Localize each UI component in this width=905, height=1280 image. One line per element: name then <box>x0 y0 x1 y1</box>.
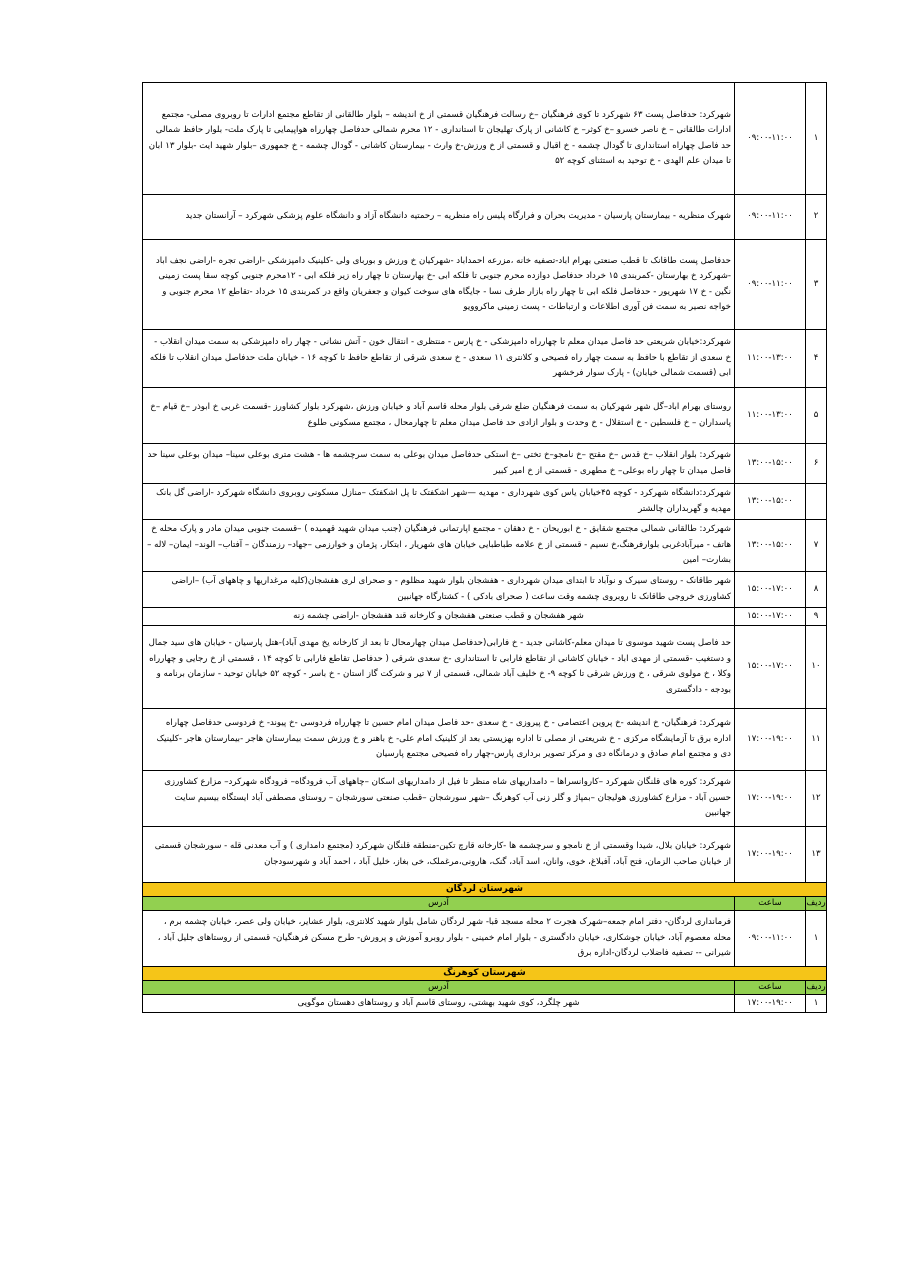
time-range: ۱۷:۰۰-۱۹:۰۰ <box>735 771 806 827</box>
column-header-row <box>143 897 827 911</box>
address-text: شهرکرد: کوره های قلنگان شهرکرد –کاروانسراها – دامداریهای شاه منظر تا فیل از دامداریهای اسکان –چاههای آب فرودگاه– فرودگاه شهرکرد– مزارع کشاورزی حسین آباد - مزارع کشاورزی هولیجان –بمپاژ و گلر زنی آب کوهرنگ –شهر سورشجان –قطب صنعتی سورشجان – روستای مصطفی آباد ایستگاه بیسیم سایت جهانبین <box>143 771 735 827</box>
address-text: شهرک منظریه - بیمارستان پارسیان - مدیریت بحران و فرارگاه پلیس راه منظریه – رحمتیه دانشگاه آزاد و دانشگاه علوم پزشکی شهرکرد – آرانستان جدید <box>143 195 735 240</box>
address-text: شهر هفشجان و قطب صنعتی هفشجان و کارخانه قند هفشجان -اراضی چشمه زنه <box>143 608 735 626</box>
table-row <box>143 83 827 195</box>
time-range: ۱۷:۰۰-۱۹:۰۰ <box>735 995 806 1013</box>
table-row <box>143 911 827 967</box>
section-title: شهرستان لردگان <box>143 883 827 897</box>
time-range: ۰۹:۰۰-۱۱:۰۰ <box>735 195 806 240</box>
row-index: ۶ <box>806 444 827 484</box>
table-row <box>143 572 827 608</box>
time-range: ۱۵:۰۰-۱۷:۰۰ <box>735 572 806 608</box>
time-range: ۱۷:۰۰-۱۹:۰۰ <box>735 827 806 883</box>
col-index-header: ردیف <box>806 981 827 995</box>
address-text: روستای بهرام اباد–گل شهر شهرکیان به سمت فرهنگیان ضلع شرقی بلوار محله قاسم آباد و خیابان ورزش ،شهرکرد بلوار کشاورز -قسمت غربی خ ابوذر –خ قیام –خ پاسداران – خ فلسطین - خ استقلال - خ وحدت و بلوار ازادی حد فاصل میدان معلم تا چهارمحال ، مجتمع مسکونی طلوع <box>143 388 735 444</box>
address-text: شهرکرد: بلوار انقلاب –خ قدس –خ مقتح –خ نامجو–خ تختی –خ استکی حدفاصل میدان بوعلی به سمت سرچشمه ها - هشت متری بوعلی سینا– میدان بوعلی سینا حد فاصل میدان تا چهار راه بوعلی– خ مطهری - قسمتی از خ امیر کبیر <box>143 444 735 484</box>
address-text: شهرکرد: حدفاصل پست ۶۳ شهرکرد تا کوی فرهنگیان –خ رسالت فرهنگیان قسمتی از خ اندیشه – بلوار طالقانی از تقاطع مجتمع ادارات تا روبروی مصلی- مجتمع ادارات طالقانی – خ ناصر خسرو –خ کوثر– خ کاشانی از پارک تهلیجان تا استانداری - ۱۲ محرم شمالی حدفاصل چهارراه هواپیمایی تا پارک ملت- بلوار حافظ شمالی حد فاصل چهاراه استانداری تا گودال چشمه - خ اقبال و قسمتی از خ ورزش-خ وارث - بیمارستان کاشانی - گودال چشمه - خ جمهوری –بلوار شهید ایت -بلوار ۱۳ ابان تا میدان علم الهدی - خ توحید به استثنای کوچه ۵۲ <box>143 83 735 195</box>
table-row <box>143 827 827 883</box>
time-range: ۰۹:۰۰-۱۱:۰۰ <box>735 911 806 967</box>
row-index: ۱۱ <box>806 709 827 771</box>
col-index-header: ردیف <box>806 897 827 911</box>
table-row <box>143 195 827 240</box>
table-row <box>143 330 827 388</box>
row-index: ۱ <box>806 995 827 1013</box>
address-text: شهرکرد: طالقانی شمالی مجتمع شقایق - خ ابوریحان - خ دهقان - مجتمع اپارتمانی فرهنگیان (جنب میدان شهید قهمیده ) –قسمت جنوبی میدان مادر و پارک محله خ هاتف - میرآبادغربی بلوارفرهنگ،خ نسیم - قسمتی از خ علامه طباطبایی خیابان های شهریار ، ابتکار، پژمان و خوارزمی –جهاد– رزمندگان – آفتاب– الوند– ایمان– لاله – بشارت– امین <box>143 520 735 572</box>
col-time-header: ساعت <box>735 897 806 911</box>
time-range: ۱۵:۰۰-۱۷:۰۰ <box>735 608 806 626</box>
schedule-body <box>143 83 827 1013</box>
col-address-header: آدرس <box>143 981 735 995</box>
address-text: شهر طاقانک - روستای سیرک و نوآباد تا ابتدای میدان شهرداری - هفشجان بلوار شهید مظلوم - و صحرای لری هفشجان(کلیه مرغداریها و چاههای آب) –اراضی کشاورزی خروجی طاقانک تا روبروی چشمه وقت ساعت ( صحرای بادکی ) - کشتارگاه جهانبین <box>143 572 735 608</box>
section-header <box>143 967 827 981</box>
table-row <box>143 709 827 771</box>
address-text: حد فاصل پست شهید موسوی تا میدان معلم-کاشانی جدید - خ فارابی(حدفاصل میدان چهارمحال تا بعد از کارخانه یخ مهدی آباد)-هتل پارسیان - خیابان های سید جمال و دستغیب -قسمتی از مهدی اباد - خیابان کاشانی از تقاطع فارابی تا استانداری -خ سعدی شرقی ( حدفاصل تقاطع فارابی تا کوچه ۱۴ ، قسمتی از خ رجایی و چهارراه وکلا ، خ مولوی شرقی ، خ ورزش شرقی تا کوچه ۹- خ خلیف آباد شمالی، قسمتی از ۷ تیر و شرکت گاز استان - خ باسر - کوچه ۵۲ خیابان توحید - سازمان برنامه و بودجه - دادگستری <box>143 626 735 709</box>
row-index: ۹ <box>806 608 827 626</box>
col-address-header: آدرس <box>143 897 735 911</box>
address-text: فرمانداری لردگان- دفتر امام جمعه–شهرک هجرت ۲ محله مسجد قبا- شهر لردگان شامل بلوار شهید کلانتری، بلوار عشایر، خیابان ولی عصر، خیابان چشمه برم ، محله معصوم آباد، خیابان جوشکاری، خیابان دادگستری - بلوار امام خمینی - بلوار روبرو آموزش و پرورش- طرح مسکن فرهنگیان- قسمتی از روستاهای جلیل آباد ، شیرانی -- تصفیه فاضلاب لردگان-اداره برق <box>143 911 735 967</box>
row-index: ۱ <box>806 911 827 967</box>
row-index: ۳ <box>806 240 827 330</box>
time-range: ۱۷:۰۰-۱۹:۰۰ <box>735 709 806 771</box>
row-index: ۱ <box>806 83 827 195</box>
table-row <box>143 995 827 1013</box>
address-text: شهرکرد:دانشگاه شهرکرد - کوچه ۴۵خیابان یاس کوی شهرداری - مهدیه —شهر اشکفتک تا پل اشکفتک –منازل مسکونی روبروی دانشگاه شهرکرد -اراضی گل بانک مهدیه و گهربداران چالشتر <box>143 484 735 520</box>
table-row <box>143 608 827 626</box>
address-text: حدفاصل پست طاقانک تا قطب صنعتی بهرام اباد-تصفیه خانه ،مزرعه احمداباد -شهرکیان خ ورزش و بوربای ولی -کلینیک دامپزشکی -اراضی تجره -اراضی نجف اباد -شهرکرد خ بهارستان -کمربندی ۱۵ خرداد حدفاصل دوازده محرم جنوبی تا فلکه ابی -خ بهارستان تا چهار راه زیر فلکه ابی - ۱۲محرم جنوبی کوچه سقا پست زمینی نگین - خ ۱۷ شهریور - حدفاصل فلکه ابی تا چهار راه بازار طرف نسا - جایگاه های سوخت کیوان و جعفریان واقع در کمربندی ۱۵ خرداد -تقاطع ۱۲ محرم جنوبی و خواجه نصیر به سمت فن آوری اطلاعات و ارتباطات - پست زمینی ماکروویو <box>143 240 735 330</box>
row-index: ۱۳ <box>806 827 827 883</box>
time-range: ۱۱:۰۰-۱۳:۰۰ <box>735 388 806 444</box>
row-index: ۵ <box>806 388 827 444</box>
address-text: شهر چلگرد، کوی شهید بهشتی، روستای قاسم آباد و روستاهای دهستان موگویی <box>143 995 735 1013</box>
time-range: ۱۳:۰۰-۱۵:۰۰ <box>735 520 806 572</box>
table-row <box>143 626 827 709</box>
time-range: ۱۳:۰۰-۱۵:۰۰ <box>735 484 806 520</box>
table-row <box>143 444 827 484</box>
column-header-row <box>143 981 827 995</box>
address-text: شهرکرد: خیابان بلال، شیدا وقسمتی از خ نامجو و سرچشمه ها -کارخانه قارچ تکین-منطقه قلنگان شهرکرد (مجتمع دامداری ) و آب معدنی قله - سورشجان قسمتی از خیابان صاحب الزمان، فتح آباد، آفبلاغ، خوی، وانان، اسد آباد، گنک، هارونی،مرغملک، خی بغاز، خلیل آباد ، احمد آباد و شهرسودجان <box>143 827 735 883</box>
time-range: ۰۹:۰۰-۱۱:۰۰ <box>735 240 806 330</box>
address-text: شهرکرد:خیابان شریعتی حد فاصل میدان معلم تا چهارراه دامپزشکی - خ پارس - منتظری - انتقال خون - آتش نشانی - چهار راه دامپزشکی به سمت میدان انقلاب - خ سعدی از تقاطع با حافظ به سمت چهار راه فصیحی و کلانتری ۱۱ سعدی - خ سعدی شرقی از تقاطع حافظ تا کوچه ۱۶ - خیابان ملت حدفاصل میدان انقلاب تا فلکه ابی (قسمت شمالی خیابان) - پارک سوار فرخشهر <box>143 330 735 388</box>
col-time-header: ساعت <box>735 981 806 995</box>
row-index: ۴ <box>806 330 827 388</box>
outage-schedule <box>142 82 827 1013</box>
row-index: ۲ <box>806 195 827 240</box>
row-index: ۱۲ <box>806 771 827 827</box>
time-range: ۰۹:۰۰-۱۱:۰۰ <box>735 83 806 195</box>
table-row <box>143 484 827 520</box>
table-row <box>143 388 827 444</box>
row-index: ۸ <box>806 572 827 608</box>
address-text: شهرکرد: فرهنگیان- خ اندیشه -خ پروین اعتصامی - خ پیروزی - خ سعدی -حد فاصل میدان امام حسین تا چهارراه فردوسی -خ پیوند- خ فردوسی حدفاصل چهاراه اداره برق تا آزمایشگاه مرکزی - خ شریعتی از مصلی تا اداره بهزیستی بعد از کلینیک امام علی- خ باهنر و خ ورزش سمت بیمارستان هاجر -بیمارستان هاجر -کلینیک دی و مجتمع امام صادق و درمانگاه دی و مرکز تصویر برداری پارس-چهار راه فصیحی مجتمع پارسیان <box>143 709 735 771</box>
table-row <box>143 520 827 572</box>
time-range: ۱۱:۰۰-۱۳:۰۰ <box>735 330 806 388</box>
row-index <box>806 484 827 520</box>
section-title: شهرستان کوهرنگ <box>143 967 827 981</box>
time-range: ۱۳:۰۰-۱۵:۰۰ <box>735 444 806 484</box>
time-range: ۱۵:۰۰-۱۷:۰۰ <box>735 626 806 709</box>
table-row <box>143 240 827 330</box>
section-header <box>143 883 827 897</box>
table-row <box>143 771 827 827</box>
row-index: ۱۰ <box>806 626 827 709</box>
schedule-table <box>142 82 827 1013</box>
row-index: ۷ <box>806 520 827 572</box>
